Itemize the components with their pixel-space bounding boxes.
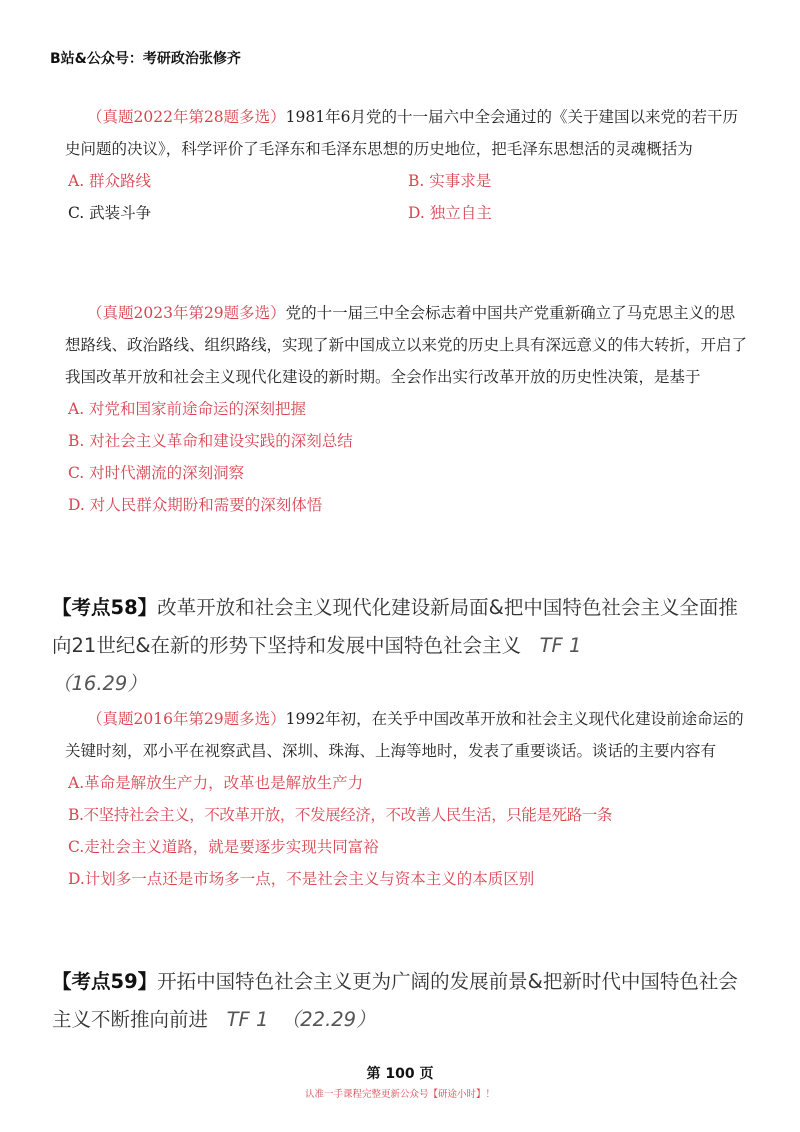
header-title: B站&公众号：考研政治张修齐 xyxy=(50,51,241,67)
option-b: B. 实事求是 xyxy=(408,172,492,190)
option-c: C. 武装斗争 xyxy=(68,204,152,222)
kaodian-tf: TF 1 xyxy=(539,634,582,657)
option-a: A. 对党和国家前途命运的深刻把握 xyxy=(68,400,307,418)
footer-ad: 认准一手课程完整更新公众号【研途小时】！ xyxy=(304,1089,495,1100)
question-2022-28 xyxy=(65,101,748,229)
kaodian-tf: TF 1 xyxy=(226,1008,269,1031)
question-tag: （真题2016年第29题多选） xyxy=(87,710,286,728)
option-b: B. 对社会主义革命和建设实践的深刻总结 xyxy=(68,432,353,450)
kaodian-title: 开拓中国特色社会主义更为广阔的发展前景&把新时代中国特色社会主义不断推向前进 xyxy=(52,970,738,1031)
option-d: D.计划多一点还是市场多一点，不是社会主义与资本主义的本质区别 xyxy=(68,870,535,888)
kaodian-58-heading xyxy=(52,589,752,703)
question-tag: （真题2022年第28题多选） xyxy=(87,108,286,126)
question-2016-29 xyxy=(65,703,748,895)
kaodian-score: （16.29） xyxy=(52,672,147,695)
option-c: C.走社会主义道路，就是要逐步实现共同富裕 xyxy=(68,838,379,856)
kaodian-label: 【考点58】 xyxy=(52,596,158,619)
kaodian-title: 改革开放和社会主义现代化建设新局面&把中国特色社会主义全面推向21世纪&在新的形势下坚持和发展中国特色社会主义 xyxy=(52,596,738,657)
option-b: B.不坚持社会主义，不改革开放，不发展经济，不改善人民生活，只能是死路一条 xyxy=(68,806,613,824)
question-text: 1992年初，在关乎中国改革开放和社会主义现代化建设前途命运的关键时刻，邓小平在视察武昌、深圳、珠海、上海等地时，发表了重要谈话。谈话的主要内容有 xyxy=(65,710,744,760)
option-c: C. 对时代潮流的深刻洞察 xyxy=(68,464,245,482)
question-2023-29 xyxy=(65,297,748,521)
option-a: A. 群众路线 xyxy=(68,172,152,190)
kaodian-score: （22.29） xyxy=(280,1008,376,1031)
question-text: 党的十一届三中全会标志着中国共产党重新确立了马克思主义的思想路线、政治路线、组织路线，实现了新中国成立以来党的历史上具有深远意义的伟大转折，开启了我国改革开放和社会主义现代化建设的新时期。全会作出实行改革开放的历史性决策，是基于 xyxy=(65,304,748,386)
page-footer xyxy=(0,1063,800,1100)
kaodian-59-heading xyxy=(52,963,752,1039)
option-d: D. 对人民群众期盼和需要的深刻体悟 xyxy=(68,496,323,514)
option-a: A.革命是解放生产力，改革也是解放生产力 xyxy=(68,774,364,792)
option-d: D. 独立自主 xyxy=(408,204,492,222)
page-number: 第 100 页 xyxy=(366,1066,434,1082)
question-tag: （真题2023年第29题多选） xyxy=(87,304,286,322)
question-text: 1981年6月党的十一届六中全会通过的《关于建国以来党的若干历史问题的决议》，科学评价了毛泽东和毛泽东思想的历史地位，把毛泽东思想活的灵魂概括为 xyxy=(65,108,738,158)
kaodian-label: 【考点59】 xyxy=(52,970,158,993)
